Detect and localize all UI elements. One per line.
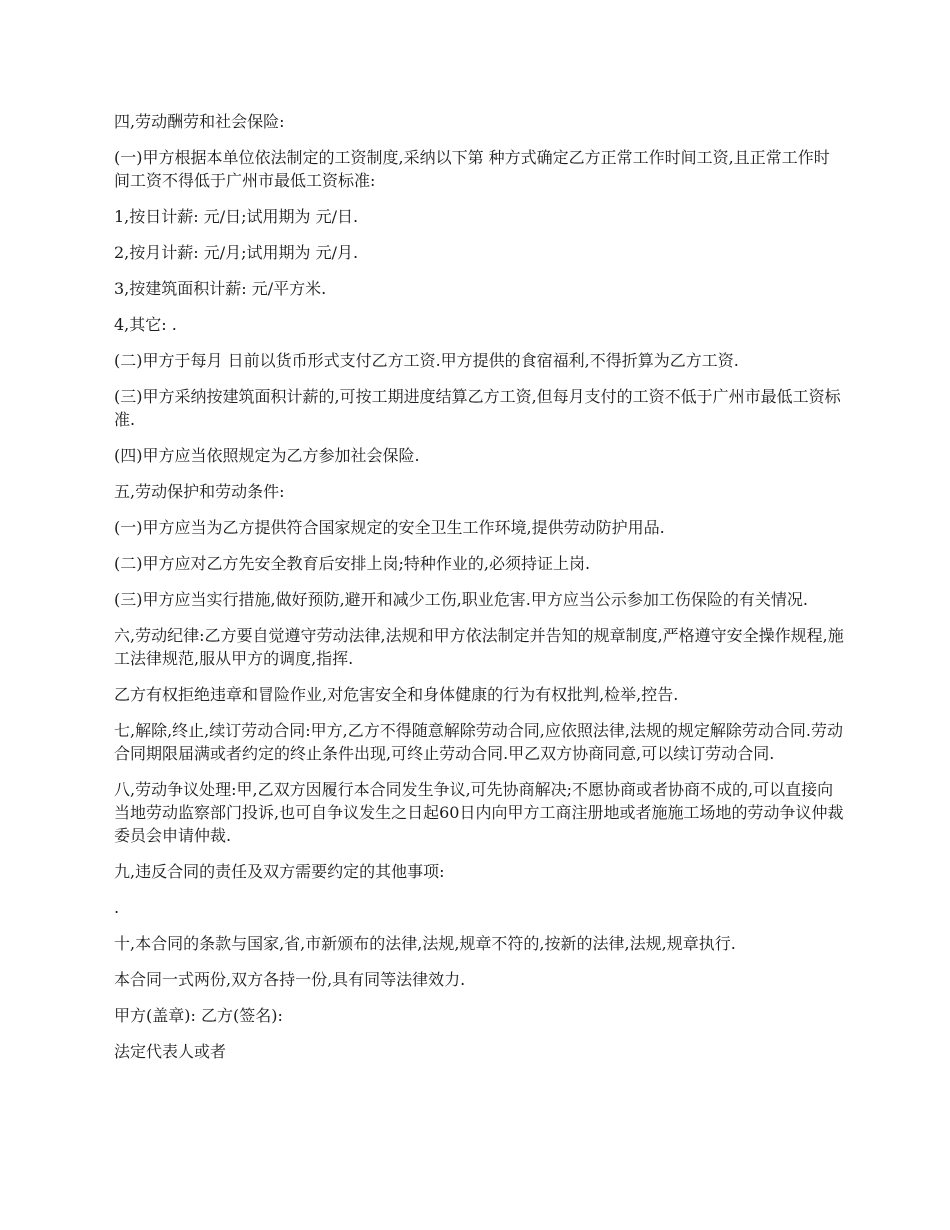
paragraph-copies: 本合同一式两份,双方各持一份,具有同等法律效力. (114, 970, 466, 989)
paragraph-area-pay: 3,按建筑面积计薪: 元/平方米. (114, 279, 327, 298)
paragraph-progress-settlement: (三)甲方采纳按建筑面积计薪的,可按工期进度结算乙方工资,但每月支付的工资不低于广州市最低工资标准. (114, 387, 841, 429)
section-heading-5: 五,劳动保护和劳动条件: (114, 482, 285, 501)
paragraph-refuse-violation: 乙方有权拒绝违章和冒险作业,对危害安全和身体健康的行为有权批判,检举,控告. (114, 685, 679, 704)
document-body (114, 110, 844, 1076)
section-heading-10: 十,本合同的条款与国家,省,市新颁布的法律,法规,规章不符的,按新的法律,法规,规章执行. (114, 934, 736, 953)
section-heading-8: 八,劳动争议处理:甲,乙双方因履行本合同发生争议,可先协商解决;不愿协商或者协商不成的,可以直接向当地劳动监察部门投诉,也可自争议发生之日起60日内向甲方工商注册地或者施施工场地的劳动争议仲裁委员会申请仲裁. (114, 780, 844, 845)
paragraph-safe-environment: (一)甲方应当为乙方提供符合国家规定的安全卫生工作环境,提供劳动防护用品. (114, 518, 665, 537)
paragraph-wage-system: (一)甲方根据本单位依法制定的工资制度,采纳以下第 种方式确定乙方正常工作时间工资,且正常工作时间工资不得低于广州市最低工资标准: (114, 148, 830, 190)
paragraph-signatures: 甲方(盖章): 乙方(签名): (114, 1006, 283, 1025)
paragraph-other-pay: 4,其它: . (114, 315, 177, 334)
paragraph-monthly-pay: 2,按月计薪: 元/月;试用期为 元/月. (114, 243, 359, 262)
paragraph-legal-representative: 法定代表人或者 (114, 1042, 227, 1061)
paragraph-payment-date: (二)甲方于每月 日前以货币形式支付乙方工资.甲方提供的食宿福利,不得折算为乙方工资. (114, 351, 739, 370)
paragraph-injury-prevention: (三)甲方应当实行措施,做好预防,避开和减少工伤,职业危害.甲方应当公示参加工伤保险的有关情况. (114, 590, 808, 609)
section-heading-7: 七,解除,终止,续订劳动合同:甲方,乙方不得随意解除劳动合同,应依照法律,法规的规定解除劳动合同.劳动合同期限届满或者约定的终止条件出现,可终止劳动合同.甲乙双方协商同意,可以续订劳动合同. (114, 721, 843, 763)
section-heading-6: 六,劳动纪律:乙方要自觉遵守劳动法律,法规和甲方依法制定并告知的规章制度,严格遵守安全操作规程,施工法律规范,服从甲方的调度,指挥. (114, 626, 844, 668)
paragraph-blank-dot: . (114, 898, 120, 917)
paragraph-daily-pay: 1,按日计薪: 元/日;试用期为 元/日. (114, 207, 359, 226)
paragraph-social-insurance: (四)甲方应当依照规定为乙方参加社会保险. (114, 446, 420, 465)
paragraph-safety-education: (二)甲方应对乙方先安全教育后安排上岗;特种作业的,必须持证上岗. (114, 554, 591, 573)
section-heading-9: 九,违反合同的责任及双方需要约定的其他事项: (114, 862, 445, 881)
section-heading-4: 四,劳动酬劳和社会保险: (114, 112, 285, 131)
